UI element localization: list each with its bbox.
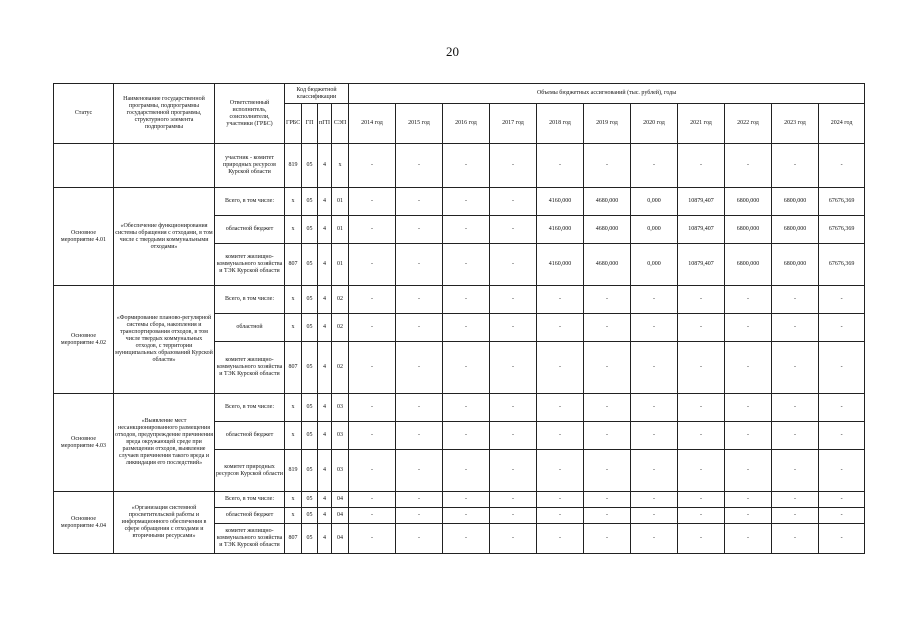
code-cell: 4 (318, 342, 332, 394)
value-cell: - (678, 450, 725, 492)
header-code-group: Код бюджетной классификации (285, 84, 349, 104)
value-cell: - (490, 492, 537, 508)
value-cell: - (443, 314, 490, 342)
program-name-cell: «Обеспечение функционирования системы обращения с отходами, в том числе с твердыми коммунальными отходами» (114, 188, 215, 286)
value-cell: - (631, 450, 678, 492)
value-cell: - (772, 508, 819, 524)
header-year: 2021 год (678, 104, 725, 144)
code-cell: 4 (318, 450, 332, 492)
value-cell: - (819, 508, 865, 524)
value-cell: - (443, 524, 490, 554)
value-cell: - (725, 286, 772, 314)
value-cell: - (537, 524, 584, 554)
value-cell: - (678, 286, 725, 314)
table-row (54, 286, 865, 314)
code-cell: 05 (302, 422, 318, 450)
value-cell: - (725, 342, 772, 394)
value-cell: - (631, 422, 678, 450)
code-cell: 01 (332, 244, 349, 286)
value-cell: - (584, 286, 631, 314)
value-cell: - (678, 394, 725, 422)
header-volume-group: Объемы бюджетных ассигнований (тыс. рублей), годы (349, 84, 865, 104)
value-cell: 67676,369 (819, 244, 865, 286)
value-cell: - (819, 422, 865, 450)
value-cell: - (584, 492, 631, 508)
value-cell: - (443, 286, 490, 314)
code-cell: 4 (318, 394, 332, 422)
value-cell: - (678, 144, 725, 188)
value-cell: - (537, 492, 584, 508)
header-year: 2019 год (584, 104, 631, 144)
code-cell: х (332, 144, 349, 188)
executor-cell: Всего, в том числе: (215, 394, 285, 422)
header-code: ГРБС (285, 104, 302, 144)
value-cell: 0,000 (631, 216, 678, 244)
code-cell: 04 (332, 524, 349, 554)
value-cell: - (443, 492, 490, 508)
value-cell: 4160,000 (537, 216, 584, 244)
code-cell: 02 (332, 342, 349, 394)
header-year: 2018 год (537, 104, 584, 144)
value-cell: - (584, 394, 631, 422)
value-cell: - (396, 342, 443, 394)
code-cell: 03 (332, 450, 349, 492)
code-cell: 03 (332, 422, 349, 450)
value-cell: - (678, 492, 725, 508)
code-cell: 4 (318, 492, 332, 508)
value-cell: - (819, 524, 865, 554)
value-cell: - (819, 394, 865, 422)
value-cell: - (772, 314, 819, 342)
code-cell: 05 (302, 342, 318, 394)
value-cell: 4680,000 (584, 216, 631, 244)
value-cell: - (396, 216, 443, 244)
executor-cell: участник - комитет природных ресурсов Курской области (215, 144, 285, 188)
value-cell: - (443, 244, 490, 286)
value-cell: - (631, 314, 678, 342)
value-cell: 10879,407 (678, 244, 725, 286)
header-year: 2024 год (819, 104, 865, 144)
value-cell: - (584, 314, 631, 342)
value-cell: 4160,000 (537, 188, 584, 216)
code-cell: 05 (302, 524, 318, 554)
value-cell: - (725, 492, 772, 508)
value-cell: - (349, 450, 396, 492)
value-cell: - (819, 314, 865, 342)
table-body (54, 144, 865, 554)
value-cell: - (443, 394, 490, 422)
value-cell: - (490, 508, 537, 524)
code-cell: 03 (332, 394, 349, 422)
value-cell: - (537, 342, 584, 394)
executor-cell: Всего, в том числе: (215, 286, 285, 314)
program-name-cell: «Выявление мест несанкционированного размещения отходов, предупреждение причинения вреда окружающей среде при размещении отходов, выявление случаев причинения такого вреда и ликвидация его последствий» (114, 394, 215, 492)
value-cell: - (537, 314, 584, 342)
executor-cell: Всего, в том числе: (215, 188, 285, 216)
code-cell: 05 (302, 216, 318, 244)
code-cell: х (285, 492, 302, 508)
value-cell: - (631, 342, 678, 394)
value-cell: 67676,369 (819, 216, 865, 244)
code-cell: 819 (285, 144, 302, 188)
code-cell: х (285, 286, 302, 314)
value-cell: - (396, 188, 443, 216)
value-cell: - (584, 422, 631, 450)
code-cell: 4 (318, 216, 332, 244)
executor-cell: Всего, в том числе: (215, 492, 285, 508)
value-cell: - (631, 286, 678, 314)
code-cell: 807 (285, 524, 302, 554)
value-cell: 4680,000 (584, 188, 631, 216)
executor-cell: областной бюджет (215, 422, 285, 450)
value-cell: - (396, 450, 443, 492)
value-cell: - (537, 508, 584, 524)
header-year: 2023 год (772, 104, 819, 144)
table-row (54, 188, 865, 216)
value-cell: - (678, 524, 725, 554)
value-cell: - (443, 508, 490, 524)
page-number: 20 (446, 44, 459, 59)
value-cell: - (490, 314, 537, 342)
value-cell: 6800,000 (725, 216, 772, 244)
value-cell: - (349, 394, 396, 422)
value-cell: - (490, 144, 537, 188)
value-cell: - (443, 422, 490, 450)
value-cell: - (349, 314, 396, 342)
value-cell: - (443, 216, 490, 244)
header-code: СЭП (332, 104, 349, 144)
value-cell: - (819, 342, 865, 394)
header-name: Наименование государственной программы, подпрограммы государственной программы, структурного элемента подпрограммы (114, 84, 215, 144)
value-cell: - (725, 508, 772, 524)
value-cell: - (631, 144, 678, 188)
value-cell: - (725, 422, 772, 450)
code-cell: 05 (302, 450, 318, 492)
value-cell: - (396, 394, 443, 422)
executor-cell: комитет жилищно-коммунального хозяйства и ТЭК Курской области (215, 524, 285, 554)
executor-cell: областной бюджет (215, 508, 285, 524)
executor-cell: комитет жилищно-коммунального хозяйства и ТЭК Курской области (215, 244, 285, 286)
code-cell: 4 (318, 422, 332, 450)
value-cell: - (349, 508, 396, 524)
code-cell: 4 (318, 188, 332, 216)
value-cell: - (584, 450, 631, 492)
value-cell: - (631, 492, 678, 508)
value-cell: - (537, 450, 584, 492)
code-cell: 05 (302, 314, 318, 342)
value-cell: 4160,000 (537, 244, 584, 286)
value-cell: - (349, 286, 396, 314)
executor-cell: комитет природных ресурсов Курской области (215, 450, 285, 492)
code-cell: х (285, 314, 302, 342)
code-cell: 4 (318, 286, 332, 314)
code-cell: 4 (318, 144, 332, 188)
value-cell: - (490, 342, 537, 394)
executor-cell: областной (215, 314, 285, 342)
code-cell: х (285, 188, 302, 216)
value-cell: - (490, 244, 537, 286)
code-cell: 01 (332, 188, 349, 216)
value-cell: - (443, 342, 490, 394)
code-cell: 4 (318, 508, 332, 524)
status-cell: Основное мероприятие 4.04 (54, 492, 114, 554)
value-cell: - (584, 524, 631, 554)
code-cell: х (285, 394, 302, 422)
value-cell: - (678, 342, 725, 394)
value-cell: - (349, 422, 396, 450)
value-cell: - (678, 314, 725, 342)
code-cell: 05 (302, 286, 318, 314)
value-cell: - (772, 524, 819, 554)
value-cell: - (349, 342, 396, 394)
code-cell: 819 (285, 450, 302, 492)
value-cell: - (349, 524, 396, 554)
table-row (54, 492, 865, 508)
value-cell: 6800,000 (725, 188, 772, 216)
code-cell: 05 (302, 508, 318, 524)
program-name-cell: «Организация системной просветительской работы и информационного обеспечения в сфере обращения с отходами и вторичными ресурсами» (114, 492, 215, 554)
value-cell: - (725, 314, 772, 342)
value-cell: - (443, 144, 490, 188)
code-cell: 04 (332, 492, 349, 508)
value-cell: 6800,000 (772, 216, 819, 244)
value-cell: - (584, 342, 631, 394)
code-cell: 02 (332, 314, 349, 342)
header-code: пГП (318, 104, 332, 144)
value-cell: - (819, 450, 865, 492)
value-cell: - (537, 286, 584, 314)
value-cell: - (772, 342, 819, 394)
value-cell: 10879,407 (678, 216, 725, 244)
code-cell: 807 (285, 244, 302, 286)
value-cell: - (443, 188, 490, 216)
value-cell: - (537, 422, 584, 450)
header-year: 2017 год (490, 104, 537, 144)
value-cell: - (396, 492, 443, 508)
code-cell: 4 (318, 244, 332, 286)
table-row (54, 394, 865, 422)
value-cell: 0,000 (631, 244, 678, 286)
value-cell: - (772, 450, 819, 492)
status-cell: Основное мероприятие 4.03 (54, 394, 114, 492)
value-cell: - (396, 244, 443, 286)
budget-table (53, 83, 865, 554)
value-cell: - (443, 450, 490, 492)
value-cell: 6800,000 (772, 244, 819, 286)
value-cell: - (772, 144, 819, 188)
value-cell: - (396, 524, 443, 554)
executor-cell: комитет жилищно-коммунального хозяйства и ТЭК Курской области (215, 342, 285, 394)
header-year: 2022 год (725, 104, 772, 144)
code-cell: 05 (302, 394, 318, 422)
value-cell: - (490, 216, 537, 244)
value-cell: - (631, 394, 678, 422)
code-cell: 04 (332, 508, 349, 524)
header-status: Статус (54, 84, 114, 144)
header-year: 2015 год (396, 104, 443, 144)
value-cell: - (584, 508, 631, 524)
header-executor: Ответственный исполнитель, соисполнители, участники (ГРБС) (215, 84, 285, 144)
value-cell: - (490, 188, 537, 216)
header-year: 2014 год (349, 104, 396, 144)
value-cell: 6800,000 (725, 244, 772, 286)
value-cell: - (584, 144, 631, 188)
header-code: ГП (302, 104, 318, 144)
code-cell: 01 (332, 216, 349, 244)
code-cell: 4 (318, 314, 332, 342)
code-cell: х (285, 422, 302, 450)
value-cell: - (772, 492, 819, 508)
value-cell: - (349, 492, 396, 508)
value-cell: - (772, 422, 819, 450)
status-cell: Основное мероприятие 4.02 (54, 286, 114, 394)
program-name-cell: «Формирование планово-регулярной системы сбора, накопления и транспортирования отходов, в том числе твердых коммунальных отходов, с территории муниципальных образований Курской области» (114, 286, 215, 394)
value-cell: - (537, 144, 584, 188)
value-cell: - (396, 508, 443, 524)
value-cell: - (631, 508, 678, 524)
value-cell: - (396, 314, 443, 342)
value-cell: - (349, 216, 396, 244)
value-cell: - (631, 524, 678, 554)
value-cell: - (490, 450, 537, 492)
value-cell: 4680,000 (584, 244, 631, 286)
value-cell: - (490, 286, 537, 314)
header-year: 2020 год (631, 104, 678, 144)
status-cell (54, 144, 114, 188)
value-cell: - (490, 422, 537, 450)
code-cell: 05 (302, 492, 318, 508)
value-cell: - (349, 188, 396, 216)
value-cell: 6800,000 (772, 188, 819, 216)
code-cell: х (285, 508, 302, 524)
code-cell: х (285, 216, 302, 244)
code-cell: 807 (285, 342, 302, 394)
code-cell: 4 (318, 524, 332, 554)
code-cell: 05 (302, 188, 318, 216)
value-cell: - (819, 144, 865, 188)
value-cell: - (725, 524, 772, 554)
value-cell: 0,000 (631, 188, 678, 216)
value-cell: - (772, 286, 819, 314)
value-cell: - (819, 286, 865, 314)
value-cell: - (725, 394, 772, 422)
header-year: 2016 год (443, 104, 490, 144)
value-cell: - (772, 394, 819, 422)
value-cell: 10879,407 (678, 188, 725, 216)
value-cell: - (725, 144, 772, 188)
program-name-cell (114, 144, 215, 188)
value-cell: - (490, 394, 537, 422)
code-cell: 05 (302, 244, 318, 286)
executor-cell: областной бюджет (215, 216, 285, 244)
code-cell: 05 (302, 144, 318, 188)
value-cell: - (819, 492, 865, 508)
value-cell: - (396, 144, 443, 188)
value-cell: - (349, 144, 396, 188)
table-row (54, 144, 865, 188)
value-cell: - (678, 422, 725, 450)
value-cell: - (490, 524, 537, 554)
code-cell: 02 (332, 286, 349, 314)
status-cell: Основное мероприятие 4.01 (54, 188, 114, 286)
value-cell: - (396, 422, 443, 450)
value-cell: - (349, 244, 396, 286)
value-cell: - (537, 394, 584, 422)
value-cell: - (678, 508, 725, 524)
table-header (54, 84, 865, 144)
value-cell: - (396, 286, 443, 314)
value-cell: - (725, 450, 772, 492)
value-cell: 67676,369 (819, 188, 865, 216)
